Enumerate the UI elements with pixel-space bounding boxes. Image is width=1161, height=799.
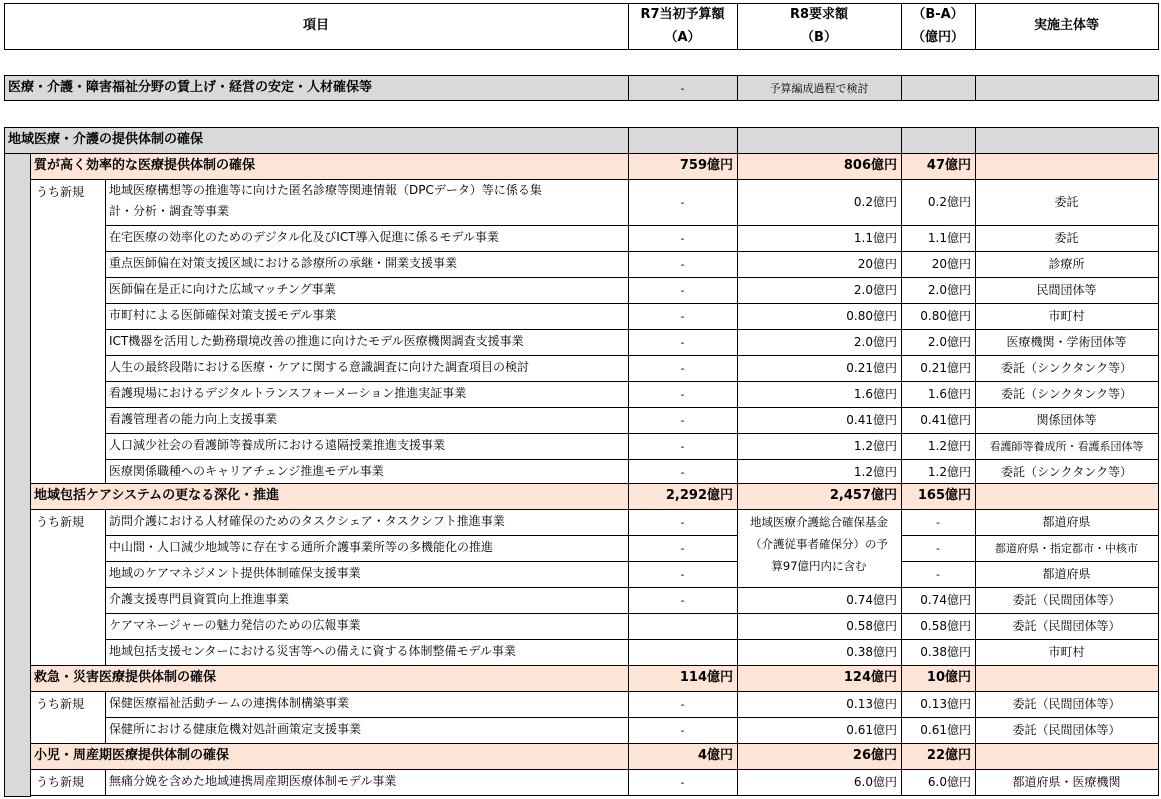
new-label-cell (30, 179, 106, 486)
row-name: 看護現場におけるデジタルトランスフォーメーション推進実証事業 (109, 386, 467, 400)
row-diff: 2.0億円 (927, 335, 971, 349)
header-diff: （B-A） (912, 7, 964, 22)
merged-note-line: 算97億円内に含む (771, 559, 867, 573)
row-name-cont: 計・分析・調査等事業 (109, 204, 230, 218)
group-r7: 2,292億円 (665, 488, 733, 503)
row-entity: 市町村 (1048, 645, 1085, 659)
group-r8: 26億円 (852, 748, 897, 763)
group-r7: 4億円 (697, 748, 733, 763)
row-entity: 委託（シンクタンク等） (1001, 387, 1132, 401)
row-name: 市町村による医師確保対策支援モデル事業 (109, 308, 337, 322)
row-name: 訪問介護における人材確保のためのタスクシェア・タスクシフト推進事業 (109, 514, 505, 528)
row-name: 地域のケアマネジメント提供体制確保支援事業 (109, 566, 361, 580)
row-name: 地域包括支援センターにおける災害等への備えに資する体制整備モデル事業 (109, 644, 516, 658)
section2-indent-strip (4, 153, 31, 797)
row-name: 看護管理者の能力向上支援事業 (109, 412, 278, 426)
new-label-cell (30, 509, 106, 666)
row-name: 医療関係職種へのキャリアチェンジ推進モデル事業 (109, 464, 384, 478)
group-diff: 47億円 (926, 158, 971, 173)
section2-r7-cell (628, 127, 738, 154)
row-r7: - (680, 232, 685, 245)
group-entity-cell (975, 153, 1159, 180)
row-r8: 6.0億円 (853, 775, 897, 789)
group-r8: 806億円 (843, 158, 897, 173)
group-diff: 165億円 (917, 488, 971, 503)
row-name: 重点医師偏在対策支援区域における診療所の承継・開業支援事業 (109, 256, 458, 270)
row-entity: 市町村 (1048, 309, 1085, 323)
row-r7: - (680, 466, 685, 479)
row-name: 地域医療構想等の推進等に向けた匿名診療等関連情報（DPCデータ）等に係る集 (109, 183, 542, 197)
row-diff: 0.2億円 (927, 195, 971, 209)
row-diff: - (936, 516, 940, 529)
row-name: 無痛分娩を含めた地域連携周産期医療体制モデル事業 (109, 774, 397, 788)
row-diff: - (936, 568, 940, 581)
group-entity-cell (975, 483, 1159, 510)
row-diff: 1.6億円 (927, 387, 971, 401)
row-entity: 委託（シンクタンク等） (1001, 465, 1132, 479)
row-r7: - (680, 724, 685, 737)
section1-title: 医療・介護・障害福祉分野の賃上げ・経営の安定・人材確保等 (8, 80, 373, 95)
row-diff: 20億円 (931, 257, 971, 271)
row-r8: 0.61億円 (846, 723, 897, 737)
row-r8: 2.0億円 (853, 283, 897, 297)
row-name: 人生の最終段階における医療・ケアに関する意識調査に向けた調査項目の検討 (109, 360, 530, 374)
header-diff-sub: （億円） (911, 30, 964, 45)
row-entity: 看護師等養成所・看護系団体等 (989, 440, 1144, 453)
row-diff: 0.41億円 (920, 413, 971, 427)
merged-note-line: 地域医療介護総合確保基金 (750, 515, 888, 529)
row-r7-cell (628, 613, 738, 640)
row-name: 介護支援専門員資質向上推進事業 (109, 592, 290, 606)
row-entity: 委託（民間団体等） (1012, 697, 1121, 711)
row-r7: - (680, 196, 685, 209)
header-item: 項目 (302, 18, 329, 33)
row-r7: - (680, 414, 685, 427)
row-r7: - (680, 516, 685, 529)
group-entity-cell (975, 743, 1159, 770)
new-label: うち新規 (36, 515, 85, 529)
row-r7: - (680, 440, 685, 453)
group-entity-cell (975, 665, 1159, 692)
row-name: 保健医療福祉活動チームの連携体制構築事業 (109, 696, 350, 710)
section1-diff-cell (901, 75, 976, 101)
group-r8: 2,457億円 (829, 488, 897, 503)
row-entity: 民間団体等 (1036, 283, 1097, 297)
group-title: 質が高く効率的な医療提供体制の確保 (34, 158, 256, 173)
new-label: うち新規 (36, 775, 85, 789)
header-r8: R8要求額 (789, 7, 849, 22)
row-diff: - (936, 542, 940, 555)
row-r7: - (680, 698, 685, 711)
row-entity: 都道府県・指定都市・中核市 (995, 542, 1138, 555)
group-title: 小児・周産期医療提供体制の確保 (34, 748, 230, 763)
row-entity: 委託 (1054, 231, 1079, 245)
row-r7: - (680, 258, 685, 271)
header-entity: 実施主体等 (1033, 18, 1099, 33)
row-diff: 0.58億円 (920, 619, 971, 633)
row-r8: 0.38億円 (846, 645, 897, 659)
row-entity: 医療機関・学術団体等 (1006, 335, 1127, 349)
row-r8: 0.2億円 (853, 195, 897, 209)
row-diff: 6.0億円 (927, 775, 971, 789)
section2-entity-cell (975, 127, 1159, 154)
section2-diff-cell (901, 127, 976, 154)
row-r8: 1.1億円 (853, 231, 897, 245)
row-r7-cell (628, 639, 738, 666)
header-r7-sub: （A） (664, 30, 701, 45)
row-name: 医師偏在是正に向けた広域マッチング事業 (109, 282, 336, 296)
header-r8-sub: （B） (801, 30, 837, 45)
row-diff: 0.21億円 (920, 361, 971, 375)
row-r8: 1.2億円 (853, 439, 897, 453)
row-entity: 都道府県 (1042, 515, 1091, 529)
group-r7: 114億円 (679, 670, 733, 685)
row-diff: 1.2億円 (927, 465, 971, 479)
row-r7: - (680, 388, 685, 401)
row-entity: 委託（民間団体等） (1012, 619, 1121, 633)
row-diff: 1.2億円 (927, 439, 971, 453)
section2-title: 地域医療・介護の提供体制の確保 (8, 132, 204, 147)
new-label: うち新規 (36, 185, 85, 199)
row-r8: 2.0億円 (853, 335, 897, 349)
row-entity: 診療所 (1048, 257, 1085, 271)
row-r7: - (680, 568, 685, 581)
row-diff: 0.61億円 (920, 723, 971, 737)
row-r8: 1.2億円 (853, 465, 897, 479)
section1-r7: - (680, 82, 685, 95)
row-name: 中山間・人口減少地域等に存在する通所介護事業所等の多機能化の推進 (109, 540, 494, 554)
row-entity: 都道府県・医療機関 (1012, 775, 1121, 789)
row-r8: 0.21億円 (846, 361, 897, 375)
merged-note-line: （介護従事者確保分）の予 (750, 537, 888, 551)
row-entity: 都道府県 (1042, 567, 1091, 581)
row-diff: 0.13億円 (920, 697, 971, 711)
row-diff: 0.74億円 (920, 593, 971, 607)
row-name: 保健所における健康危機対処計画策定支援事業 (109, 722, 362, 736)
section2-r8-cell (737, 127, 902, 154)
section1-entity-cell (975, 75, 1159, 101)
row-diff: 1.1億円 (927, 231, 971, 245)
row-name: ケアマネージャーの魅力発信のための広報事業 (109, 618, 361, 632)
new-label: うち新規 (36, 697, 85, 711)
group-title: 救急・災害医療提供体制の確保 (34, 670, 217, 685)
row-r7: - (680, 362, 685, 375)
row-entity: 委託（民間団体等） (1012, 593, 1121, 607)
row-name: ICT機器を活用した勤務環境改善の推進に向けたモデル医療機関調査支援事業 (109, 334, 524, 348)
row-r8: 0.80億円 (846, 309, 897, 323)
row-r7: - (680, 336, 685, 349)
row-entity: 委託（シンクタンク等） (1001, 361, 1132, 375)
group-diff: 10億円 (926, 670, 971, 685)
row-diff: 0.38億円 (920, 645, 971, 659)
row-diff: 0.80億円 (920, 309, 971, 323)
section1-r8: 予算編成過程で検討 (769, 82, 869, 95)
group-title: 地域包括ケアシステムの更なる深化・推進 (34, 488, 280, 503)
group-r8: 124億円 (843, 670, 897, 685)
row-r8: 0.58億円 (846, 619, 897, 633)
row-name: 人口減少社会の看護師等養成所における遠隔授業推進支援事業 (109, 438, 446, 452)
row-r8: 20億円 (857, 257, 897, 271)
row-r8: 1.6億円 (853, 387, 897, 401)
row-r8: 0.41億円 (846, 413, 897, 427)
row-r7: - (680, 594, 685, 607)
row-r8: 0.74億円 (846, 593, 897, 607)
row-r7: - (680, 310, 685, 323)
row-entity: 委託 (1054, 195, 1079, 209)
group-r7: 759億円 (679, 158, 733, 173)
row-diff: 2.0億円 (927, 283, 971, 297)
row-r7: - (680, 542, 685, 555)
row-entity: 関係団体等 (1036, 413, 1097, 427)
row-name: 在宅医療の効率化のためのデジタル化及びICT導入促進に係るモデル事業 (109, 230, 499, 244)
row-r7: - (680, 284, 685, 297)
row-r8: 0.13億円 (846, 697, 897, 711)
group-diff: 22億円 (926, 748, 971, 763)
header-r7: R7当初予算額 (640, 7, 725, 22)
row-r7: - (680, 776, 685, 789)
row-entity: 委託（民間団体等） (1012, 723, 1121, 737)
